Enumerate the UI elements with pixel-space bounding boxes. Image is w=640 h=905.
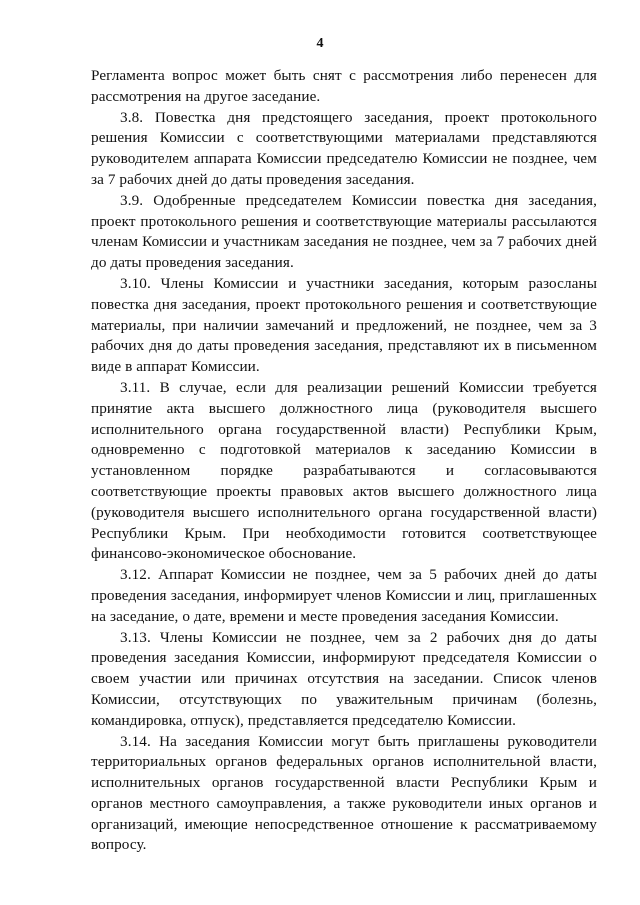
paragraph-3-11: 3.11. В случае, если для реализации решений Комиссии требуется принятие акта высшего должностного лица (руководителя высшего исполнительного органа государственной власти) Республики Крым, одновременно с подготовкой материалов к заседанию Комиссии в установленном порядке разрабатываются и согласовываются соответствующие проекты правовых актов высшего должностного лица (руководителя высшего исполнительного органа государственной власти) Республики Крым. При необходимости готовится соответствующее финансово-экономическое обоснование. <box>91 378 597 563</box>
paragraph-continuation: Регламента вопрос может быть снят с рассмотрения либо перенесен для рассмотрения на другое заседание. <box>91 67 597 105</box>
paragraph-3-10: 3.10. Члены Комиссии и участники заседания, которым разосланы повестка дня заседания, проект протокольного решения и соответствующие материалы, при наличии замечаний и предложений, не позднее, чем за 3 рабочих дня до даты проведения заседания, представляют их в письменном виде в аппарат Комиссии. <box>91 274 597 376</box>
paragraph-3-9: 3.9. Одобренные председателем Комиссии повестка дня заседания, проект протокольного решения и соответствующие материалы рассылаются членам Комиссии и участникам заседания не позднее, чем за 7 рабочих дней до даты проведения заседания. <box>91 191 597 272</box>
paragraph-3-8: 3.8. Повестка дня предстоящего заседания, проект протокольного решения Комиссии с соответствующими материалами представляются руководителем аппарата Комиссии председателю Комиссии не позднее, чем за 7 рабочих дней до даты проведения заседания. <box>91 108 597 188</box>
paragraph-3-13: 3.13. Члены Комиссии не позднее, чем за 2 рабочих дня до даты проведения заседания Комиссии, информируют председателя Комиссии о своем участии или причинах отсутствия на заседании. Список членов Комиссии, отсутствующих по уважительным причинам (болезнь, командировка, отпуск), представляется председателю Комиссии. <box>91 628 597 729</box>
page-number: 4 <box>316 36 324 51</box>
paragraph-3-14: 3.14. На заседания Комиссии могут быть приглашены руководители территориальных органов федеральных органов исполнительной власти, исполнительных органов государственной власти Республики Крым и органов местного самоуправления, а также руководители иных органов и организаций, имеющие непосредственное отношение к рассматриваемому вопросу. <box>91 732 597 854</box>
paragraph-3-12: 3.12. Аппарат Комиссии не позднее, чем за 5 рабочих дней до даты проведения заседания, информирует членов Комиссии и лиц, приглашенных на заседание, о дате, времени и месте проведения заседания Комиссии. <box>91 566 597 625</box>
document-body <box>91 66 597 856</box>
